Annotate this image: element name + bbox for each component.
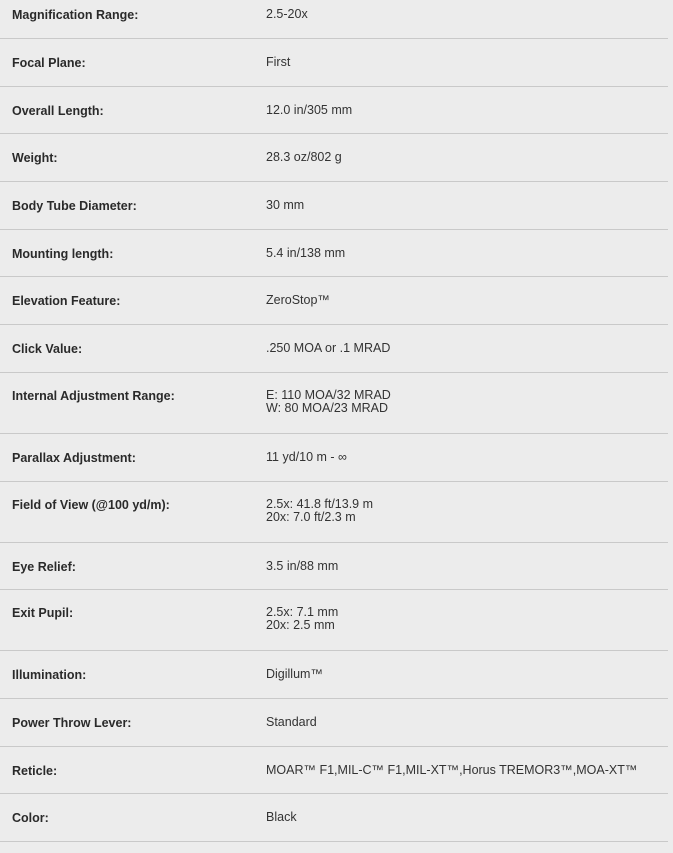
spec-row (0, 277, 668, 325)
spec-label: Color: (12, 811, 49, 826)
spec-row (0, 325, 668, 373)
spec-value (266, 294, 668, 307)
spec-value-line: 11 yd/10 m - ∞ (266, 449, 347, 464)
spec-value-line: MOAR™ F1,MIL-C™ F1,MIL-XT™,Horus TREMOR3™,MOA-XT™ (266, 762, 638, 777)
spec-label: Field of View (@100 yd/m): (12, 497, 170, 512)
spec-value (266, 716, 668, 729)
spec-value (266, 389, 668, 415)
spec-value-line: Digillum™ (266, 667, 323, 682)
spec-value-line: 20x: 2.5 mm (266, 618, 335, 633)
spec-row (0, 230, 668, 278)
spec-row (0, 747, 668, 795)
spec-value (266, 342, 668, 355)
spec-value (266, 199, 668, 212)
spec-value-line: 12.0 in/305 mm (266, 102, 353, 117)
spec-value (266, 8, 668, 21)
spec-label: Click Value: (12, 342, 83, 357)
spec-row (0, 543, 668, 591)
spec-value (266, 151, 668, 164)
spec-row (0, 434, 668, 482)
spec-row (0, 699, 668, 747)
spec-row (0, 651, 668, 699)
spec-value (266, 606, 668, 632)
spec-value-line: Standard (266, 714, 317, 729)
spec-label: Mounting length: (12, 246, 114, 261)
spec-value-line: 2.5-20x (266, 7, 308, 21)
spec-value-line: First (266, 55, 291, 69)
spec-label: Illumination: (12, 668, 87, 683)
spec-row (0, 39, 668, 87)
spec-value (266, 56, 668, 69)
spec-label: Internal Adjustment Range: (12, 388, 175, 403)
spec-label: Body Tube Diameter: (12, 199, 137, 214)
spec-value-line: W: 80 MOA/23 MRAD (266, 400, 389, 415)
spec-value-line: 3.5 in/88 mm (266, 558, 339, 573)
spec-label: Reticle: (12, 763, 58, 778)
spec-value (266, 498, 668, 524)
spec-value-line: .250 MOA or .1 MRAD (266, 341, 391, 356)
spec-value-line: Black (266, 810, 297, 825)
spec-label: Magnification Range: (12, 8, 139, 22)
spec-row (0, 182, 668, 230)
spec-value-line: 2.5x: 41.8 ft/13.9 m (266, 496, 374, 511)
spec-label: Focal Plane: (12, 56, 86, 70)
spec-label: Elevation Feature: (12, 294, 121, 309)
spec-label: Power Throw Lever: (12, 715, 132, 730)
spec-row (0, 794, 668, 842)
spec-label: Eye Relief: (12, 559, 76, 574)
spec-label: Parallax Adjustment: (12, 450, 136, 465)
spec-value-line: 20x: 7.0 ft/2.3 m (266, 509, 356, 524)
spec-value-line: 5.4 in/138 mm (266, 245, 346, 260)
spec-label: Weight: (12, 151, 58, 166)
spec-row (0, 87, 668, 135)
spec-value (266, 560, 668, 573)
spec-value-line: 28.3 oz/802 g (266, 150, 342, 165)
spec-value (266, 811, 668, 824)
spec-value-line: 30 mm (266, 198, 305, 213)
spec-value (266, 764, 668, 777)
spec-label: Exit Pupil: (12, 606, 74, 621)
spec-row (0, 482, 668, 543)
spec-row (0, 590, 668, 651)
spec-row (0, 373, 668, 434)
spec-value-line: 2.5x: 7.1 mm (266, 605, 339, 620)
spec-value (266, 104, 668, 117)
spec-value (266, 451, 668, 464)
spec-value-line: E: 110 MOA/32 MRAD (266, 387, 391, 402)
spec-label: Overall Length: (12, 103, 104, 118)
spec-value (266, 668, 668, 681)
spec-value-line: ZeroStop™ (266, 293, 330, 308)
spec-row (0, 134, 668, 182)
spec-row (0, 0, 668, 39)
spec-value (266, 247, 668, 260)
